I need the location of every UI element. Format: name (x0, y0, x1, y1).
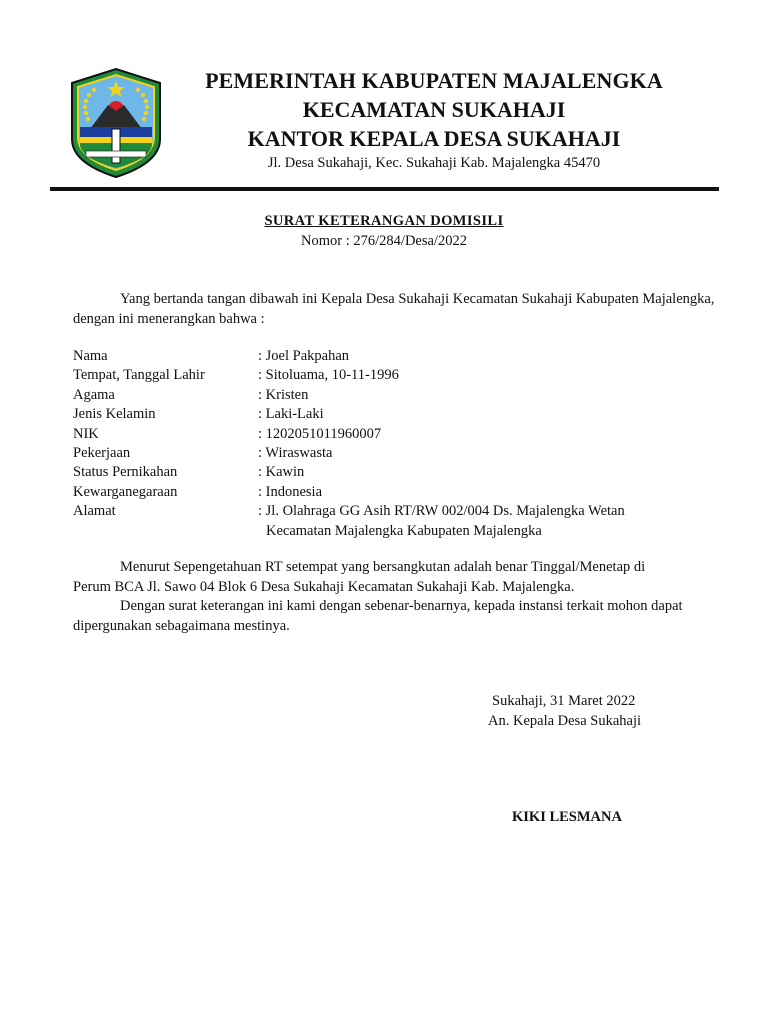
body-paragraph-1 (73, 558, 685, 597)
field-value: : Kristen (258, 386, 309, 403)
field-value: : Indonesia (258, 483, 323, 500)
signature-place-date: Sukahaji, 31 Maret 2022 (492, 693, 636, 709)
letterhead-divider (50, 187, 719, 191)
field-row-nik (73, 425, 693, 444)
field-value: : Laki-Laki (258, 406, 324, 423)
document-number: Nomor : 276/284/Desa/2022 (301, 233, 467, 249)
body-text-1: Menurut Sepengetahuan RT setempat yang bersangkutan adalah benar Tinggal/Menetap di Perum BCA Jl. Sawo 04 Blok 6 Desa Sukahaji Kecamatan Sukahaji Kab. Majalengka. (73, 559, 646, 595)
field-label: Status Pernikahan (73, 464, 178, 481)
opening-paragraph (73, 290, 732, 329)
signatory-name: KIKI LESMANA (512, 809, 622, 825)
letterhead-line-3: KANTOR KEPALA DESA SUKAHAJI (247, 126, 621, 151)
field-row-birth (73, 366, 693, 385)
field-row-occupation (73, 444, 693, 463)
field-row-address (73, 502, 693, 521)
field-label: Tempat, Tanggal Lahir (73, 367, 205, 384)
letterhead-line-1: PEMERINTAH KABUPATEN MAJALENGKA (205, 68, 663, 93)
field-label: Nama (73, 348, 108, 364)
field-value: : Wiraswasta (258, 444, 333, 461)
field-row-name (73, 347, 693, 366)
field-label: Pekerjaan (73, 444, 131, 461)
document-title: SURAT KETERANGAN DOMISILI (264, 213, 504, 229)
field-row-address-continued (73, 522, 693, 541)
body-text-2: Dengan surat keterangan ini kami dengan sebenar-benarnya, kepada instansi terkait mohon dapat dipergunakan sebagaimana mestinya. (73, 598, 683, 634)
field-value: : Kawin (258, 464, 305, 481)
opening-text: Yang bertanda tangan dibawah ini Kepala Desa Sukahaji Kecamatan Sukahaji Kabupaten Majalengka, dengan ini menerangkan bahwa : (73, 291, 715, 327)
field-value: : Jl. Olahraga GG Asih RT/RW 002/004 Ds. Majalengka Wetan (258, 503, 625, 520)
field-label: Jenis Kelamin (73, 406, 156, 423)
field-value: : 1202051011960007 (258, 425, 382, 442)
field-value-continued: Kecamatan Majalengka Kabupaten Majalengka (266, 522, 542, 539)
field-value: : Sitoluama, 10-11-1996 (258, 367, 399, 384)
field-label: Agama (73, 386, 115, 403)
field-row-gender (73, 405, 693, 424)
field-row-citizenship (73, 483, 693, 502)
field-label: NIK (73, 425, 99, 442)
field-label: Alamat (73, 503, 116, 520)
body-paragraph-2 (73, 597, 685, 636)
letterhead-line-2: KECAMATAN SUKAHAJI (302, 97, 566, 122)
field-row-religion (73, 386, 693, 405)
field-label: Kewarganegaraan (73, 483, 178, 500)
signature-on-behalf: An. Kepala Desa Sukahaji (488, 713, 642, 729)
field-value: : Joel Pakpahan (258, 348, 350, 364)
regency-emblem-logo (68, 67, 164, 179)
identity-fields (73, 347, 693, 541)
letterhead-address: Jl. Desa Sukahaji, Kec. Sukahaji Kab. Majalengka 45470 (267, 155, 601, 171)
field-row-marital-status (73, 463, 693, 482)
